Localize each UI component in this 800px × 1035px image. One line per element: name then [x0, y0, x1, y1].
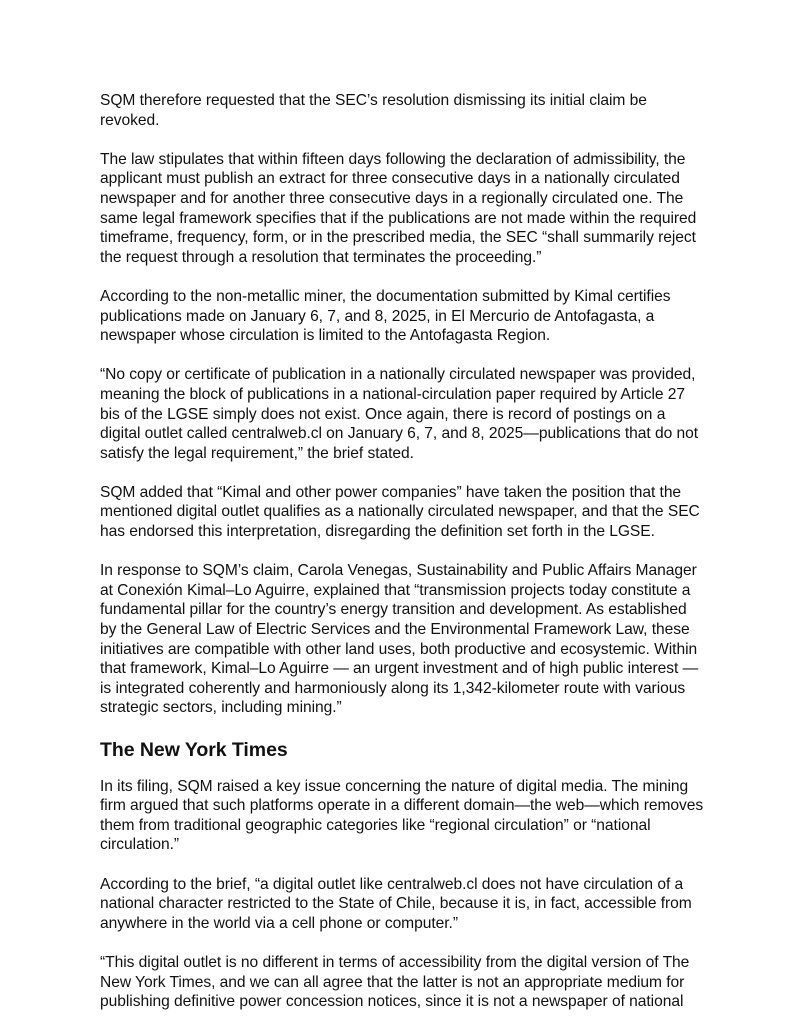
paragraph-sqm-added: SQM added that “Kimal and other power companies” have taken the position that the mentioned digital outlet qualifies as a nationally circulated newspaper, and that the SEC has endorsed this interpretation, disregarding the definition set forth in the LGSE. — [100, 483, 700, 541]
paragraph-nyt-comparison: “This digital outlet is no different in terms of accessibility from the digital version of The New York Times, and we can all agree that the latter is not an appropriate medium for publishing definitive power concession notices, since it is not a newspaper of national — [100, 953, 690, 1011]
paragraph-digital-media-issue: In its filing, SQM raised a key issue concerning the nature of digital media. The mining firm argued that such platforms operate in a different domain—the web—which removes them from traditional geographic categories like “regional circulation” or “national circulation.” — [100, 777, 704, 854]
paragraph-venegas-response: In response to SQM’s claim, Carola Venegas, Sustainability and Public Affairs Manager at Conexión Kimal–Lo Aguirre, explained that “transmission projects today constitute a fundamental pillar for the country’s energy transition and development. As established by the General Law of Electric Services and the Environmental Framework Law, these initiatives are compatible with other land uses, both productive and ecosystemic. Within that framework, Kimal–Lo Aguirre — an urgent investment and of high public interest — is integrated coherently and harmoniously along its 1,342-kilometer route with various strategic sectors, including mining.” — [100, 562, 699, 717]
paragraph-brief-centralweb: According to the brief, “a digital outlet like centralweb.cl does not have circulation of a national character restricted to the State of Chile, because it is, in fact, accessible from anywhere in the world via a cell phone or computer.” — [100, 875, 692, 932]
paragraph-brief-quote: “No copy or certificate of publication in a nationally circulated newspaper was provided, meaning the block of publications in a national-circulation paper required by Article 27 bis of the LGSE simply does not exist. Once again, there is record of postings on a digital outlet called centralweb.cl on January 6, 7, and 8, 2025—publications that do not satisfy the legal requirement,” the brief stated. — [100, 366, 699, 462]
document-page — [100, 91, 705, 1031]
paragraph-sec-resolution-request: SQM therefore requested that the SEC’s resolution dismissing its initial claim be revoked. — [100, 92, 647, 129]
section-heading: The New York Times — [100, 738, 288, 761]
paragraph-kimal-documentation: According to the non-metallic miner, the documentation submitted by Kimal certifies publications made on January 6, 7, and 8, 2025, in El Mercurio de Antofagasta, a newspaper whose circulation is limited to the Antofagasta Region. — [100, 287, 671, 345]
paragraph-law-stipulation: The law stipulates that within fifteen days following the declaration of admissibility, the applicant must publish an extract for three consecutive days in a nationally circulated newspaper and for another three consecutive days in a regionally circulated one. The same legal framework specifies that if the publications are not made within the required timeframe, frequency, form, or in the prescribed media, the SEC “shall summarily reject the request through a resolution that terminates the proceeding.” — [100, 150, 697, 266]
